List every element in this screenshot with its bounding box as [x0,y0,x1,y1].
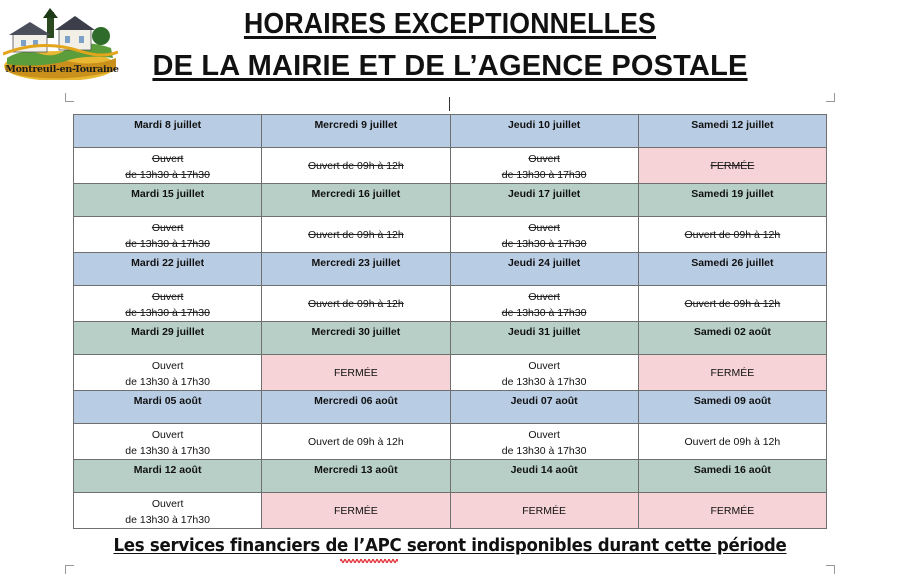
page-margin-mark-bottom-right [826,565,835,574]
hours-text: Ouvert de 09h à 12h [684,229,781,241]
day-header-cell: Mercredi 9 juillet [262,115,450,148]
day-header-cell: Mardi 15 juillet [74,184,262,217]
day-header-cell: Mardi 12 août [74,460,262,493]
footer-notice: Les services financiers de l’APC seront indisponibles durant cette période [113,536,787,556]
hours-cell [74,355,262,391]
day-header-cell: Samedi 19 juillet [638,184,826,217]
hours-cell-closed [450,493,638,529]
hours-text: Ouvert [528,360,560,372]
text-cursor [449,97,450,111]
hours-text: de 13h30 à 17h30 [501,169,587,181]
hours-text: de 13h30 à 17h30 [125,238,210,250]
hours-text: Ouvert [528,153,560,165]
hours-cell [450,148,638,184]
hours-cell [262,286,450,322]
hours-text: de 13h30 à 17h30 [125,514,210,526]
hours-text: FERMÉE [710,367,755,379]
hours-cell [450,424,638,460]
hours-cell [262,148,450,184]
day-header-cell: Jeudi 24 juillet [450,253,638,286]
hours-text: Ouvert [151,291,184,303]
day-header-cell: Jeudi 10 juillet [450,115,638,148]
day-header-cell: Mardi 8 juillet [74,115,262,148]
page-margin-mark-bottom-left [65,565,74,574]
hours-text: FERMÉE [710,160,755,172]
hours-cell-closed [262,355,450,391]
hours-cell [450,217,638,253]
hours-cell-closed [638,148,826,184]
day-header-cell: Samedi 09 août [638,391,826,424]
day-header-cell: Jeudi 14 août [450,460,638,493]
hours-text: Ouvert de 09h à 12h [684,435,781,448]
week-header-row [74,391,827,424]
hours-text: Ouvert [151,429,184,441]
week-hours-row [74,148,827,184]
hours-cell-closed [638,493,826,529]
hours-text: Ouvert [151,360,184,372]
page-title-line-1: HORAIRES EXCEPTIONNELLES [243,8,657,40]
day-header-cell: Samedi 16 août [638,460,826,493]
page-margin-mark-top-right [826,93,835,102]
week-hours-row [74,493,827,529]
hours-text: Ouvert de 09h à 12h [684,298,781,310]
hours-text: de 13h30 à 17h30 [501,307,587,319]
page-title-line-2: DE LA MAIRIE ET DE L’AGENCE POSTALE [152,50,748,82]
hours-cell [450,355,638,391]
day-header-cell: Jeudi 17 juillet [450,184,638,217]
week-header-row [74,115,827,148]
hours-text: Ouvert [151,498,184,510]
hours-text: FERMÉE [333,505,378,517]
hours-text: Ouvert de 09h à 12h [308,160,404,172]
hours-cell-closed [638,355,826,391]
hours-text: de 13h30 à 17h30 [125,445,210,457]
hours-cell [638,286,826,322]
day-header-cell: Mardi 29 juillet [74,322,262,355]
spellcheck-underline [340,558,398,564]
hours-cell [74,148,262,184]
hours-cell [262,424,450,460]
hours-text: Ouvert [151,153,184,165]
hours-text: Ouvert de 09h à 12h [308,435,404,448]
week-header-row [74,322,827,355]
week-hours-row [74,286,827,322]
day-header-cell: Jeudi 07 août [450,391,638,424]
hours-text: de 13h30 à 17h30 [501,445,587,457]
hours-cell [74,286,262,322]
day-header-cell: Samedi 26 juillet [638,253,826,286]
day-header-cell: Mardi 05 août [74,391,262,424]
week-hours-row [74,217,827,253]
page-margin-mark-top-left [65,93,74,102]
hours-text: Ouvert [151,222,184,234]
hours-text: de 13h30 à 17h30 [501,238,587,250]
week-header-row [74,460,827,493]
hours-text: de 13h30 à 17h30 [125,169,210,181]
hours-text: de 13h30 à 17h30 [501,376,587,388]
hours-text: Ouvert [528,429,560,441]
schedule-table [73,114,827,529]
logo-town-name: Montreuil-en-Touraine [5,64,119,75]
day-header-cell: Mercredi 16 juillet [262,184,450,217]
day-header-cell: Mercredi 13 août [262,460,450,493]
hours-text: FERMÉE [710,505,755,517]
week-hours-row [74,424,827,460]
hours-cell-closed [262,493,450,529]
hours-cell [262,217,450,253]
day-header-cell: Samedi 12 juillet [638,115,826,148]
hours-text: de 13h30 à 17h30 [125,376,210,388]
day-header-cell: Samedi 02 août [638,322,826,355]
day-header-cell: Mercredi 23 juillet [262,253,450,286]
week-hours-row [74,355,827,391]
hours-text: Ouvert [528,222,560,234]
hours-cell [450,286,638,322]
hours-text: Ouvert [528,291,560,303]
day-header-cell: Jeudi 31 juillet [450,322,638,355]
day-header-cell: Mardi 22 juillet [74,253,262,286]
hours-cell [74,493,262,529]
hours-text: de 13h30 à 17h30 [125,307,210,319]
day-header-cell: Mercredi 30 juillet [262,322,450,355]
hours-cell [74,424,262,460]
week-header-row [74,253,827,286]
hours-cell [638,217,826,253]
hours-text: FERMÉE [333,367,378,379]
hours-text: Ouvert de 09h à 12h [308,298,404,310]
day-header-cell: Mercredi 06 août [262,391,450,424]
hours-cell [638,424,826,460]
hours-cell [74,217,262,253]
week-header-row [74,184,827,217]
hours-text: FERMÉE [522,505,566,517]
hours-text: Ouvert de 09h à 12h [308,229,404,241]
